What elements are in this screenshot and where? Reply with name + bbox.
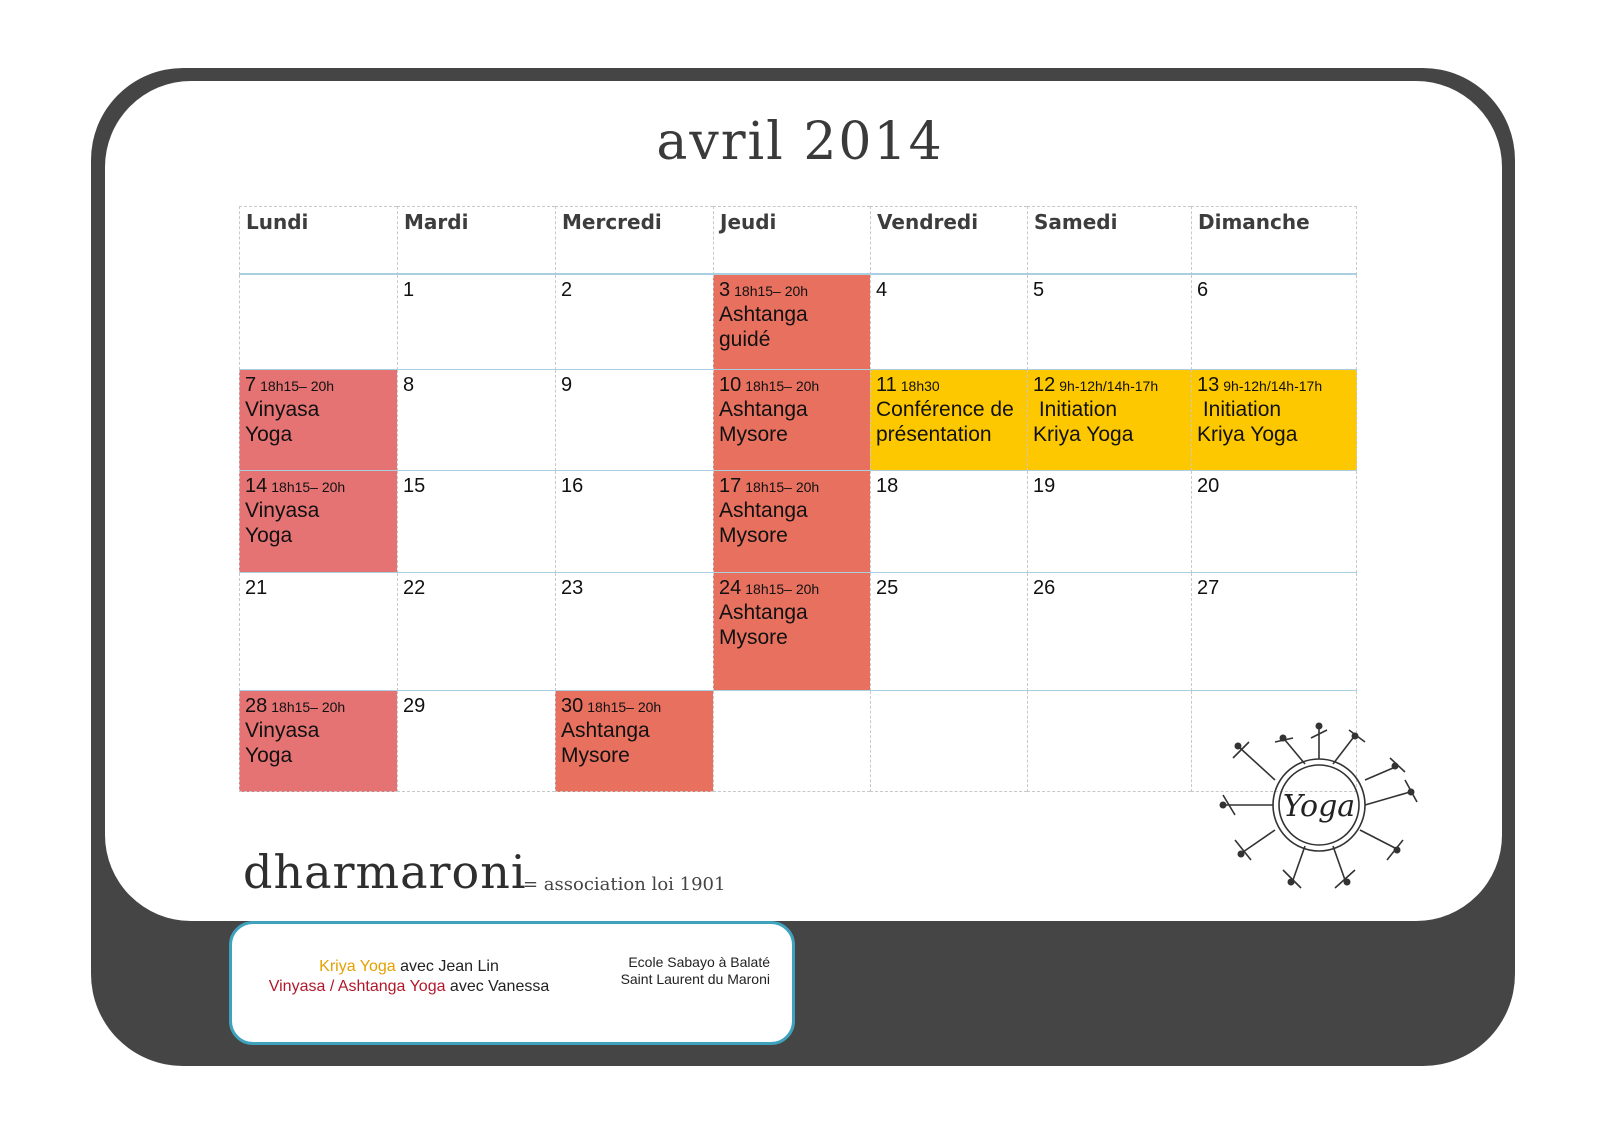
day-number: 26 (1033, 577, 1056, 599)
event-title: Ashtanga (719, 499, 808, 522)
event-time: 18h15– 20h (271, 479, 346, 495)
calendar-cell (555, 275, 713, 370)
day-number: 19 (1033, 475, 1056, 497)
calendar-cell-event (239, 370, 397, 471)
event-time: 18h15– 20h (260, 378, 335, 394)
day-number: 28 (245, 695, 268, 717)
day-header: Dimanche (1191, 206, 1357, 275)
day-header: Mardi (397, 206, 555, 275)
event-title: Vinyasa (245, 719, 320, 742)
calendar-cell-event (870, 370, 1027, 471)
day-number: 23 (561, 577, 584, 599)
calendar-cell (397, 275, 555, 370)
calendar-cell (397, 471, 555, 573)
legend-vinyasa-label: Vinyasa / Ashtanga Yoga (268, 978, 446, 995)
day-number: 11 (876, 374, 897, 396)
calendar-cell (1027, 471, 1191, 573)
day-number: 21 (245, 577, 268, 599)
day-number: 8 (403, 374, 415, 396)
day-number: 12 (1033, 374, 1056, 396)
location-line1: Ecole Sabayo à Balaté (628, 954, 770, 970)
calendar-cell (397, 573, 555, 691)
calendar-cell-event (239, 471, 397, 573)
day-number: 24 (719, 577, 742, 599)
legend-box (229, 921, 795, 1045)
event-time: 18h30 (900, 378, 940, 394)
day-number: 6 (1197, 279, 1209, 301)
legend-kriya-label: Kriya Yoga (319, 958, 396, 975)
event-time: 18h15– 20h (271, 699, 346, 715)
day-number: 20 (1197, 475, 1220, 497)
legend-kriya-teacher: avec Jean Lin (395, 958, 499, 975)
event-subtitle: présentation (876, 423, 992, 446)
legend-teachers (244, 957, 574, 997)
calendar-cell (555, 471, 713, 573)
day-number: 25 (876, 577, 899, 599)
event-subtitle: Kriya Yoga (1197, 423, 1298, 446)
event-subtitle: Mysore (719, 626, 788, 649)
day-number: 9 (561, 374, 573, 396)
month-title: avril 2014 (656, 112, 944, 172)
calendar-cell (870, 471, 1027, 573)
day-number: 3 (719, 279, 731, 301)
event-time: 18h15– 20h (587, 699, 662, 715)
calendar-cell-event (1191, 370, 1357, 471)
event-title: Ashtanga (561, 719, 650, 742)
calendar-cell (1027, 275, 1191, 370)
calendar-cell (1027, 573, 1191, 691)
day-header: Jeudi (713, 206, 870, 275)
day-number: 29 (403, 695, 426, 717)
day-number: 10 (719, 374, 742, 396)
event-subtitle: Yoga (245, 744, 293, 767)
day-number: 7 (245, 374, 257, 396)
event-title: Initiation (1197, 398, 1282, 421)
day-number: 5 (1033, 279, 1045, 301)
day-number: 17 (719, 475, 742, 497)
calendar-cell (1191, 275, 1357, 370)
calendar-cell-event (713, 471, 870, 573)
calendar-cell (1191, 573, 1357, 691)
calendar-cell-event (555, 691, 713, 792)
calendar-cell-event (239, 691, 397, 792)
calendar-cell (555, 370, 713, 471)
event-subtitle: Yoga (245, 524, 293, 547)
event-title: Conférence de (876, 398, 1014, 421)
calendar-cell (713, 691, 870, 792)
calendar-cell-event (1027, 370, 1191, 471)
day-number: 16 (561, 475, 584, 497)
event-title: Ashtanga (719, 601, 808, 624)
calendar-cell-event (713, 370, 870, 471)
event-title: Ashtanga (719, 303, 808, 326)
legend-location (550, 954, 770, 988)
day-number: 15 (403, 475, 426, 497)
event-time: 9h-12h/14h-17h (1059, 378, 1159, 394)
calendar-cell (397, 691, 555, 792)
day-number: 30 (561, 695, 584, 717)
calendar-cell-event (713, 275, 870, 370)
calendar-cell (397, 370, 555, 471)
day-number: 18 (876, 475, 899, 497)
day-header: Samedi (1027, 206, 1191, 275)
event-title: Ashtanga (719, 398, 808, 421)
yoga-logo-icon (1205, 720, 1433, 895)
event-time: 9h-12h/14h-17h (1223, 378, 1323, 394)
calendar-cell-event (713, 573, 870, 691)
day-header: Vendredi (870, 206, 1027, 275)
day-header: Lundi (239, 206, 397, 275)
calendar-cell (870, 691, 1027, 792)
event-title: Initiation (1033, 398, 1118, 421)
day-header: Mercredi (555, 206, 713, 275)
event-time: 18h15– 20h (745, 581, 820, 597)
brand-name: dharmaroni (243, 845, 527, 899)
day-number: 27 (1197, 577, 1220, 599)
event-subtitle: guidé (719, 328, 771, 351)
calendar-cell (1027, 691, 1191, 792)
legend-vinyasa-teacher: avec Vanessa (445, 978, 550, 995)
day-number: 22 (403, 577, 426, 599)
day-number: 14 (245, 475, 268, 497)
event-title: Vinyasa (245, 499, 320, 522)
event-subtitle: Mysore (719, 524, 788, 547)
location-line2: Saint Laurent du Maroni (620, 971, 770, 987)
calendar-cell (1191, 471, 1357, 573)
event-time: 18h15– 20h (745, 479, 820, 495)
day-number: 13 (1197, 374, 1220, 396)
event-time: 18h15– 20h (745, 378, 820, 394)
calendar-cell (239, 275, 397, 370)
calendar-grid (239, 206, 1357, 792)
calendar-cell (239, 573, 397, 691)
event-title: Vinyasa (245, 398, 320, 421)
event-subtitle: Mysore (561, 744, 630, 767)
day-number: 2 (561, 279, 573, 301)
calendar-cell (555, 573, 713, 691)
event-subtitle: Kriya Yoga (1033, 423, 1134, 446)
event-time: 18h15– 20h (734, 283, 809, 299)
calendar-cell (870, 275, 1027, 370)
calendar-cell (870, 573, 1027, 691)
event-subtitle: Mysore (719, 423, 788, 446)
logo-text: Yoga (1282, 789, 1356, 824)
day-number: 1 (403, 279, 415, 301)
day-number: 4 (876, 279, 888, 301)
event-subtitle: Yoga (245, 423, 293, 446)
association-note: = association loi 1901 (523, 874, 726, 895)
